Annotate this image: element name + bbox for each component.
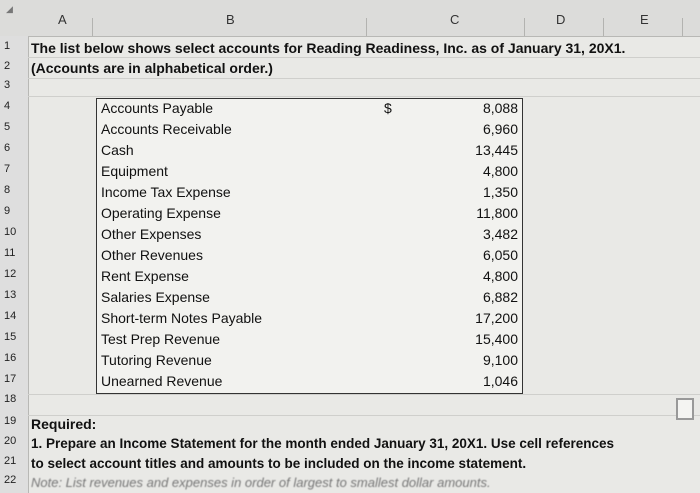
account-amount[interactable]: 6,050 xyxy=(482,247,518,263)
account-name[interactable]: Other Revenues xyxy=(101,247,203,263)
account-name[interactable]: Test Prep Revenue xyxy=(101,331,221,347)
row-header[interactable]: 17 xyxy=(4,373,17,385)
account-amount[interactable]: 1,350 xyxy=(482,184,518,200)
account-name[interactable]: Rent Expense xyxy=(101,268,189,284)
intro-line-1: The list below shows select accounts for Reading Readiness, Inc. as of January 31, 20X1. xyxy=(31,40,626,56)
account-name[interactable]: Tutoring Revenue xyxy=(101,352,212,368)
row-header[interactable]: 4 xyxy=(4,100,11,112)
row-header[interactable]: 22 xyxy=(4,474,17,486)
column-header-c[interactable]: C xyxy=(450,12,460,27)
required-line-1: 1. Prepare an Income Statement for the month ended January 31, 20X1. Use cell references xyxy=(31,436,614,451)
paste-options-button[interactable] xyxy=(676,398,694,420)
row-header[interactable]: 19 xyxy=(4,415,17,427)
row-header[interactable]: 21 xyxy=(4,455,17,467)
account-name[interactable]: Salaries Expense xyxy=(101,289,210,305)
account-amount[interactable]: 3,482 xyxy=(482,226,518,242)
row-header[interactable]: 10 xyxy=(4,226,17,238)
row-header[interactable]: 20 xyxy=(4,435,17,447)
column-header-b[interactable]: B xyxy=(226,12,235,27)
row-header[interactable]: 11 xyxy=(4,247,16,259)
currency-symbol: $ xyxy=(384,100,392,116)
account-amount[interactable]: 11,800 xyxy=(476,205,518,221)
account-name[interactable]: Cash xyxy=(101,142,134,158)
row-header[interactable]: 16 xyxy=(4,352,17,364)
account-amount[interactable]: 15,400 xyxy=(475,331,518,347)
row-header[interactable]: 2 xyxy=(4,60,11,72)
row-header[interactable]: 6 xyxy=(4,142,11,154)
account-amount[interactable]: 9,100 xyxy=(482,352,518,368)
column-header-bar xyxy=(0,0,700,37)
account-name[interactable]: Accounts Payable xyxy=(101,100,214,116)
row-header[interactable]: 7 xyxy=(4,163,11,175)
row-header-bar xyxy=(0,36,29,493)
account-name[interactable]: Short-term Notes Payable xyxy=(101,310,263,326)
row-header[interactable]: 5 xyxy=(4,121,11,133)
account-amount[interactable]: 6,882 xyxy=(482,289,518,305)
intro-line-2: (Accounts are in alphabetical order.) xyxy=(31,60,273,76)
accounts-table xyxy=(96,98,523,394)
account-name[interactable]: Unearned Revenue xyxy=(101,373,223,389)
column-header-a[interactable]: A xyxy=(58,12,67,27)
row-header[interactable]: 13 xyxy=(4,289,17,301)
column-header-e[interactable]: E xyxy=(640,12,649,27)
account-amount[interactable]: 1,046 xyxy=(482,373,518,389)
account-amount[interactable]: 17,200 xyxy=(475,310,518,326)
required-line-3: Note: List revenues and expenses in order of largest to smallest dollar amounts. xyxy=(31,475,491,490)
row-header[interactable]: 1 xyxy=(4,40,11,52)
account-amount[interactable]: 4,800 xyxy=(482,268,518,284)
column-header-d[interactable]: D xyxy=(556,12,566,27)
row-header[interactable]: 14 xyxy=(4,310,17,322)
account-name[interactable]: Other Expenses xyxy=(101,226,202,242)
account-name[interactable]: Equipment xyxy=(101,163,168,179)
account-name[interactable]: Operating Expense xyxy=(101,205,221,221)
row-header[interactable]: 18 xyxy=(4,393,17,405)
account-name[interactable]: Income Tax Expense xyxy=(101,184,231,200)
required-heading: Required: xyxy=(31,416,97,432)
account-amount[interactable]: 6,960 xyxy=(482,121,518,137)
account-amount[interactable]: 8,088 xyxy=(482,100,518,116)
row-header[interactable]: 15 xyxy=(4,331,17,343)
required-line-2: to select account titles and amounts to be included on the income statement. xyxy=(31,456,527,471)
account-amount[interactable]: 4,800 xyxy=(482,163,518,179)
account-name[interactable]: Accounts Receivable xyxy=(101,121,232,137)
row-header[interactable]: 9 xyxy=(4,205,11,217)
row-header[interactable]: 12 xyxy=(4,268,17,280)
row-header[interactable]: 8 xyxy=(4,184,11,196)
row-header[interactable]: 3 xyxy=(4,79,11,91)
select-all-corner-icon[interactable]: ◢ xyxy=(6,4,13,14)
account-amount[interactable]: 13,445 xyxy=(475,142,518,158)
